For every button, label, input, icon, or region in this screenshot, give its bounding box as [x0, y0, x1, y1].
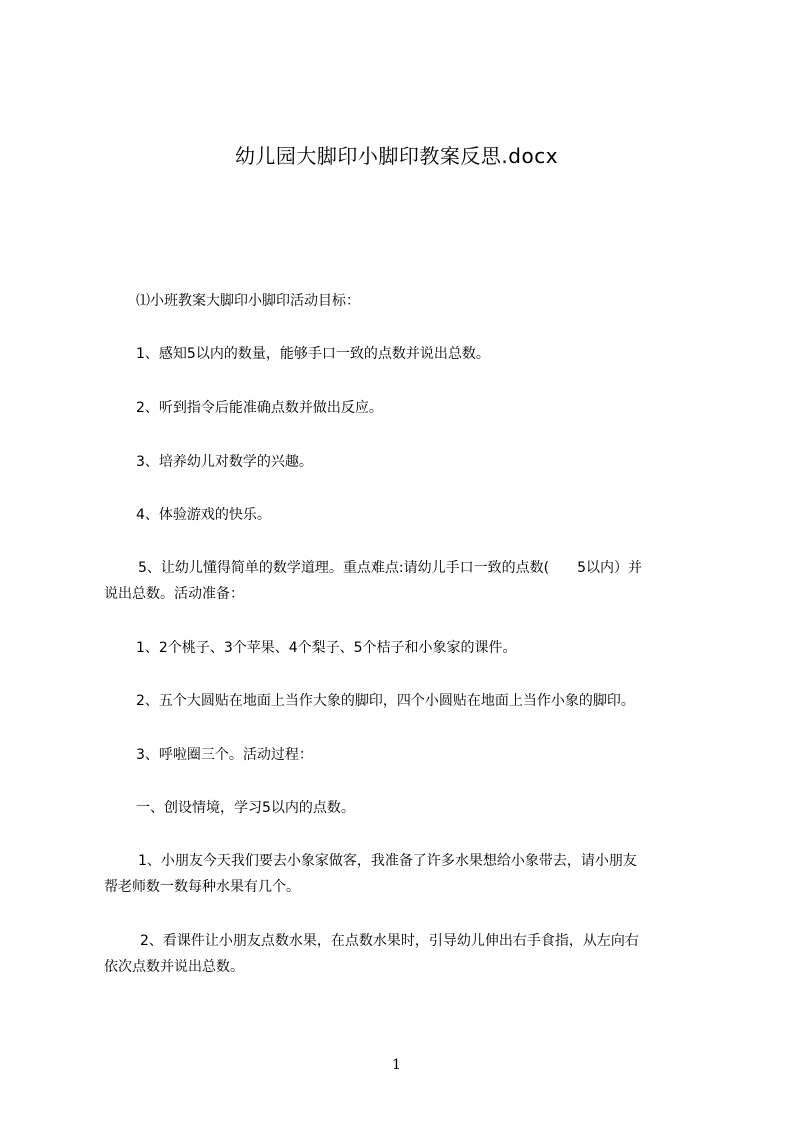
- paragraph-objective-4: 4、体验游戏的快乐。: [136, 507, 271, 523]
- paragraph-process-1-line2: 帮老师数一数每种水果有几个。: [104, 879, 300, 895]
- paragraph-preparation-3: 3、呼啦圈三个。活动过程：: [136, 747, 313, 763]
- document-title: 幼儿园大脚印小脚印教案反思.docx: [234, 144, 559, 168]
- page-number: 1: [392, 1057, 401, 1073]
- paragraph-process-1-line1: 1、小朋友今天我们要去小象家做客，我准备了许多水果想给小象带去，请小朋友: [138, 853, 637, 869]
- paragraph-objective-3: 3、培养幼儿对数学的兴趣。: [136, 454, 313, 470]
- paragraph-objective-5-line2: 说出总数。活动准备：: [104, 586, 244, 602]
- paragraph-process-step-1: 一、创设情境，学习5以内的点数。: [136, 800, 355, 816]
- paragraph-objectives-heading: ⑴小班教案大脚印小脚印活动目标：: [136, 293, 360, 309]
- paragraph-process-2-line1: 2、看课件让小朋友点数水果，在点数水果时，引导幼儿伸出右手食指，从左向右: [140, 933, 639, 949]
- paragraph-objective-1: 1、感知5以内的数量，能够手口一致的点数并说出总数。: [136, 346, 490, 362]
- paragraph-process-2-line2: 依次点数并说出总数。: [104, 959, 244, 975]
- paragraph-objective-5-line1: 5、让幼儿懂得简单的数学道理。重点难点:请幼儿手口一致的点数( 5以内）并: [138, 560, 642, 576]
- paragraph-objective-2: 2、听到指令后能准确点数并做出反应。: [136, 400, 383, 416]
- paragraph-preparation-1: 1、2个桃子、3个苹果、4个梨子、5个桔子和小象家的课件。: [136, 640, 517, 656]
- paragraph-preparation-2: 2、五个大圆贴在地面上当作大象的脚印，四个小圆贴在地面上当作小象的脚印。: [136, 693, 635, 709]
